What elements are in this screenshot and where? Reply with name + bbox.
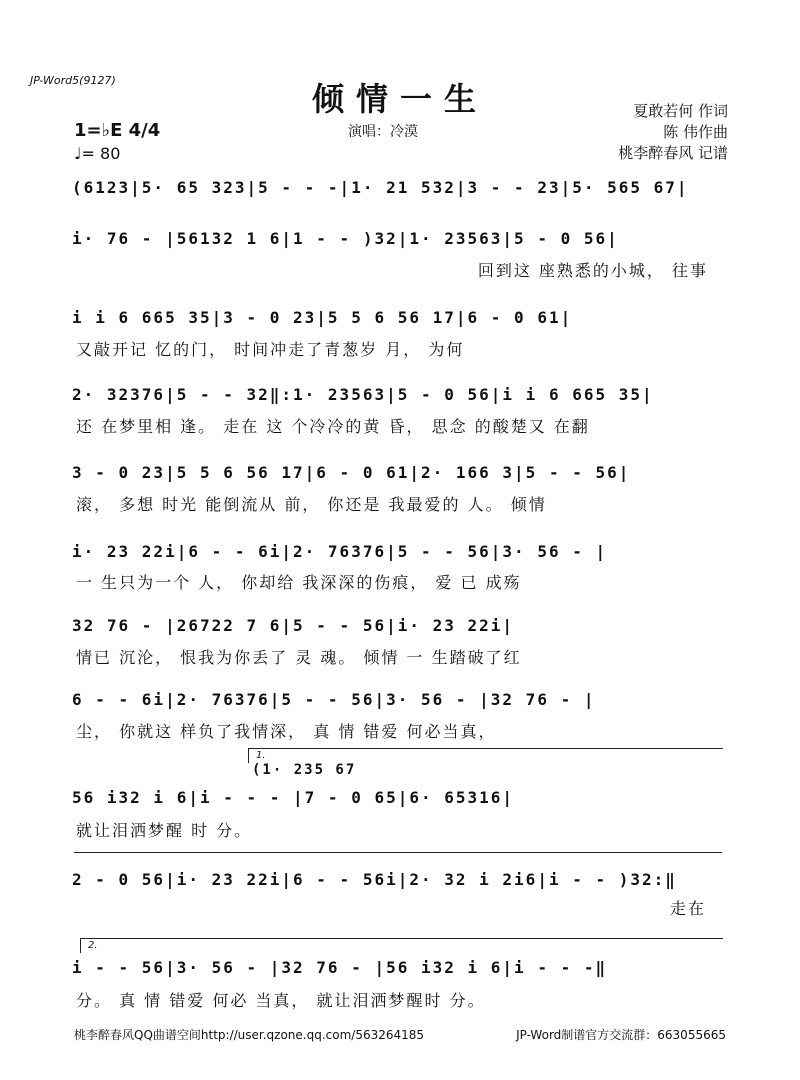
score-line-7: 32 76 - |26722 7 6|5 - - 56|i· 23 22i| (72, 616, 515, 635)
volta-alt-line: (1· 235 67 (252, 762, 357, 778)
score-line-10: 2 - 0 56|i· 23 22i|6 - - 56i|2· 32 i 2i6|i - - )32:‖ (72, 870, 677, 889)
score-line-9: 56 i32 i 6|i - - - |7 - 0 65|6· 65316| (72, 788, 515, 807)
transcriber-credit: 桃李醉春风 记谱 (618, 144, 728, 162)
volta-bracket-1 (248, 748, 723, 763)
system-top-line (74, 852, 722, 867)
score-line-1: (6123|5· 65 323|5 - - -|1· 21 532|3 - - 23|5· 565 67| (72, 178, 689, 197)
lyric-line-10: 走在 (669, 899, 706, 918)
lyric-line-7: 情已 沉沦， 恨我为你丢了 灵 魂。 倾情 一 生踏破了红 (76, 648, 522, 667)
lyric-line-11: 分。 真 情 错爱 何必 当真， 就让泪洒梦醒时 分。 (76, 991, 486, 1010)
lyric-line-5: 滚， 多想 时光 能倒流从 前， 你还是 我最爱的 人。 倾情 (76, 495, 547, 514)
volta-bracket-2 (80, 938, 723, 953)
singer-label: 演唱：冷漠 (348, 124, 418, 140)
footer-website: 桃李醉春风QQ曲谱空间http://user.qzone.qq.com/563264185 (74, 1028, 425, 1042)
software-label: JP-Word5(9127) (30, 74, 116, 87)
lyric-line-2: 回到这 座熟悉的小城， 往事 (477, 261, 708, 280)
volta-label-2: 2. (88, 940, 98, 951)
lyricist-credit: 夏敢若何 作词 (633, 102, 728, 120)
score-line-11: i - - 56|3· 56 - |32 76 - |56 i32 i 6|i - - -‖ (72, 958, 608, 977)
lyric-line-6: 一 生只为一个 人， 你却给 我深深的伤痕， 爱 已 成殇 (76, 573, 522, 592)
composer-credit: 陈 伟作曲 (663, 123, 728, 141)
key-signature: 1=♭E 4/4 (74, 120, 161, 141)
lyric-line-9: 就让泪洒梦醒 时 分。 (76, 821, 253, 840)
score-line-8: 6 - - 6i|2· 76376|5 - - 56|3· 56 - |32 76 - | (72, 690, 596, 709)
footer-group: JP-Word制谱官方交流群：663055665 (516, 1028, 726, 1042)
score-line-6: i· 23 22i|6 - - 6i|2· 76376|5 - - 56|3· 56 - | (72, 542, 608, 561)
score-line-2: i· 76 - |56132 1 6|1 - - )32|1· 23563|5 - 0 56| (72, 229, 619, 248)
lyric-line-4: 还 在梦里相 逢。 走在 这 个冷冷的黄 昏， 思念 的酸楚又 在翻 (76, 417, 590, 436)
volta-label-1: 1. (256, 750, 266, 761)
tempo-marking: ♩= 80 (74, 144, 121, 163)
lyric-line-3: 又敲开记 忆的门， 时间冲走了青葱岁 月， 为何 (76, 340, 465, 359)
score-line-4: 2· 32376|5 - - 32‖:1· 23563|5 - 0 56|i i 6 665 35| (72, 385, 654, 404)
score-line-3: i i 6 665 35|3 - 0 23|5 5 6 56 17|6 - 0 61| (72, 308, 573, 327)
song-title: 倾情一生 (311, 80, 488, 118)
score-line-5: 3 - 0 23|5 5 6 56 17|6 - 0 61|2· 166 3|5 - - 56| (72, 463, 631, 482)
lyric-line-8: 尘， 你就这 样负了我情深， 真 情 错爱 何必当真， (76, 722, 497, 741)
